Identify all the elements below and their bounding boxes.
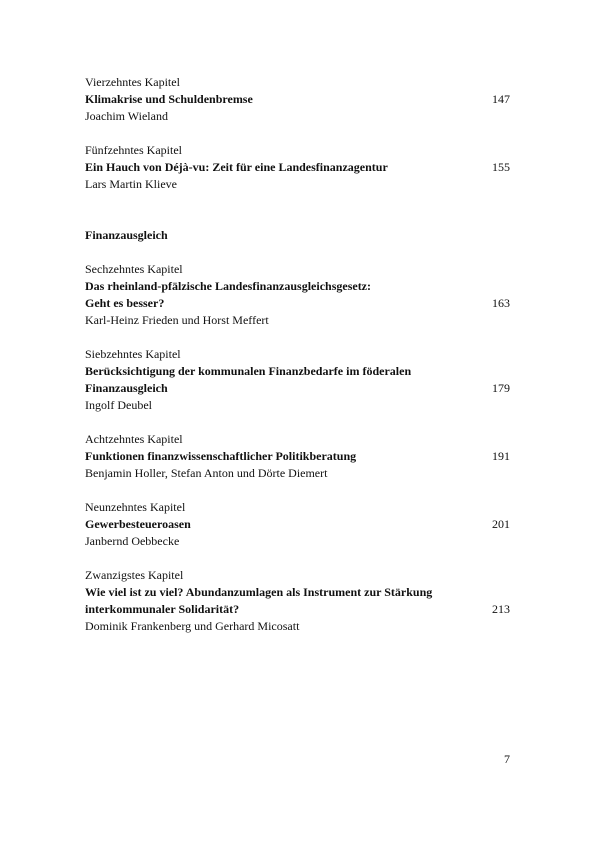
chapter-author: Lars Martin Klieve — [85, 177, 177, 191]
chapter-title: Ein Hauch von Déjà-vu: Zeit für eine Landesfinanzagentur — [85, 160, 388, 174]
chapter-title: Wie viel ist zu viel? Abundanzumlagen als Instrument zur Stärkung — [85, 585, 433, 599]
page-number: 191 — [492, 449, 510, 463]
chapter-author: Janbernd Oebbecke — [85, 534, 180, 548]
chapter-label: Vierzehntes Kapitel — [85, 75, 180, 89]
section-heading: Finanzausgleich — [85, 228, 168, 242]
chapter-label: Zwanzigstes Kapitel — [85, 568, 184, 582]
page-number: 163 — [492, 296, 510, 310]
page-number: 155 — [492, 160, 510, 174]
chapter-author: Joachim Wieland — [85, 109, 168, 123]
page-number: 179 — [492, 381, 510, 395]
page-number: 147 — [492, 92, 510, 106]
chapter-label: Fünfzehntes Kapitel — [85, 143, 182, 157]
chapter-title-continued: Finanzausgleich — [85, 381, 168, 395]
chapter-label: Neunzehntes Kapitel — [85, 500, 186, 514]
chapter-title: Gewerbesteueroasen — [85, 517, 191, 531]
chapter-label: Sechzehntes Kapitel — [85, 262, 183, 276]
chapter-title-continued: interkommunaler Solidarität? — [85, 602, 240, 616]
chapter-label: Achtzehntes Kapitel — [85, 432, 183, 446]
page-number: 213 — [492, 602, 510, 616]
folio-page-number: 7 — [504, 752, 510, 766]
chapter-label: Siebzehntes Kapitel — [85, 347, 181, 361]
chapter-author: Karl-Heinz Frieden und Horst Meffert — [85, 313, 269, 327]
chapter-title: Berücksichtigung der kommunalen Finanzbedarfe im föderalen — [85, 364, 412, 378]
chapter-title-continued: Geht es besser? — [85, 296, 165, 310]
chapter-title: Klimakrise und Schuldenbremse — [85, 92, 253, 106]
chapter-title: Das rheinland-pfälzische Landesfinanzausgleichsgesetz: — [85, 279, 372, 293]
page-number: 201 — [492, 517, 510, 531]
chapter-title: Funktionen finanzwissenschaftlicher Politikberatung — [85, 449, 357, 463]
chapter-author: Ingolf Deubel — [85, 398, 152, 412]
chapter-author: Dominik Frankenberg und Gerhard Micosatt — [85, 619, 300, 633]
chapter-author: Benjamin Holler, Stefan Anton und Dörte Diemert — [85, 466, 328, 480]
